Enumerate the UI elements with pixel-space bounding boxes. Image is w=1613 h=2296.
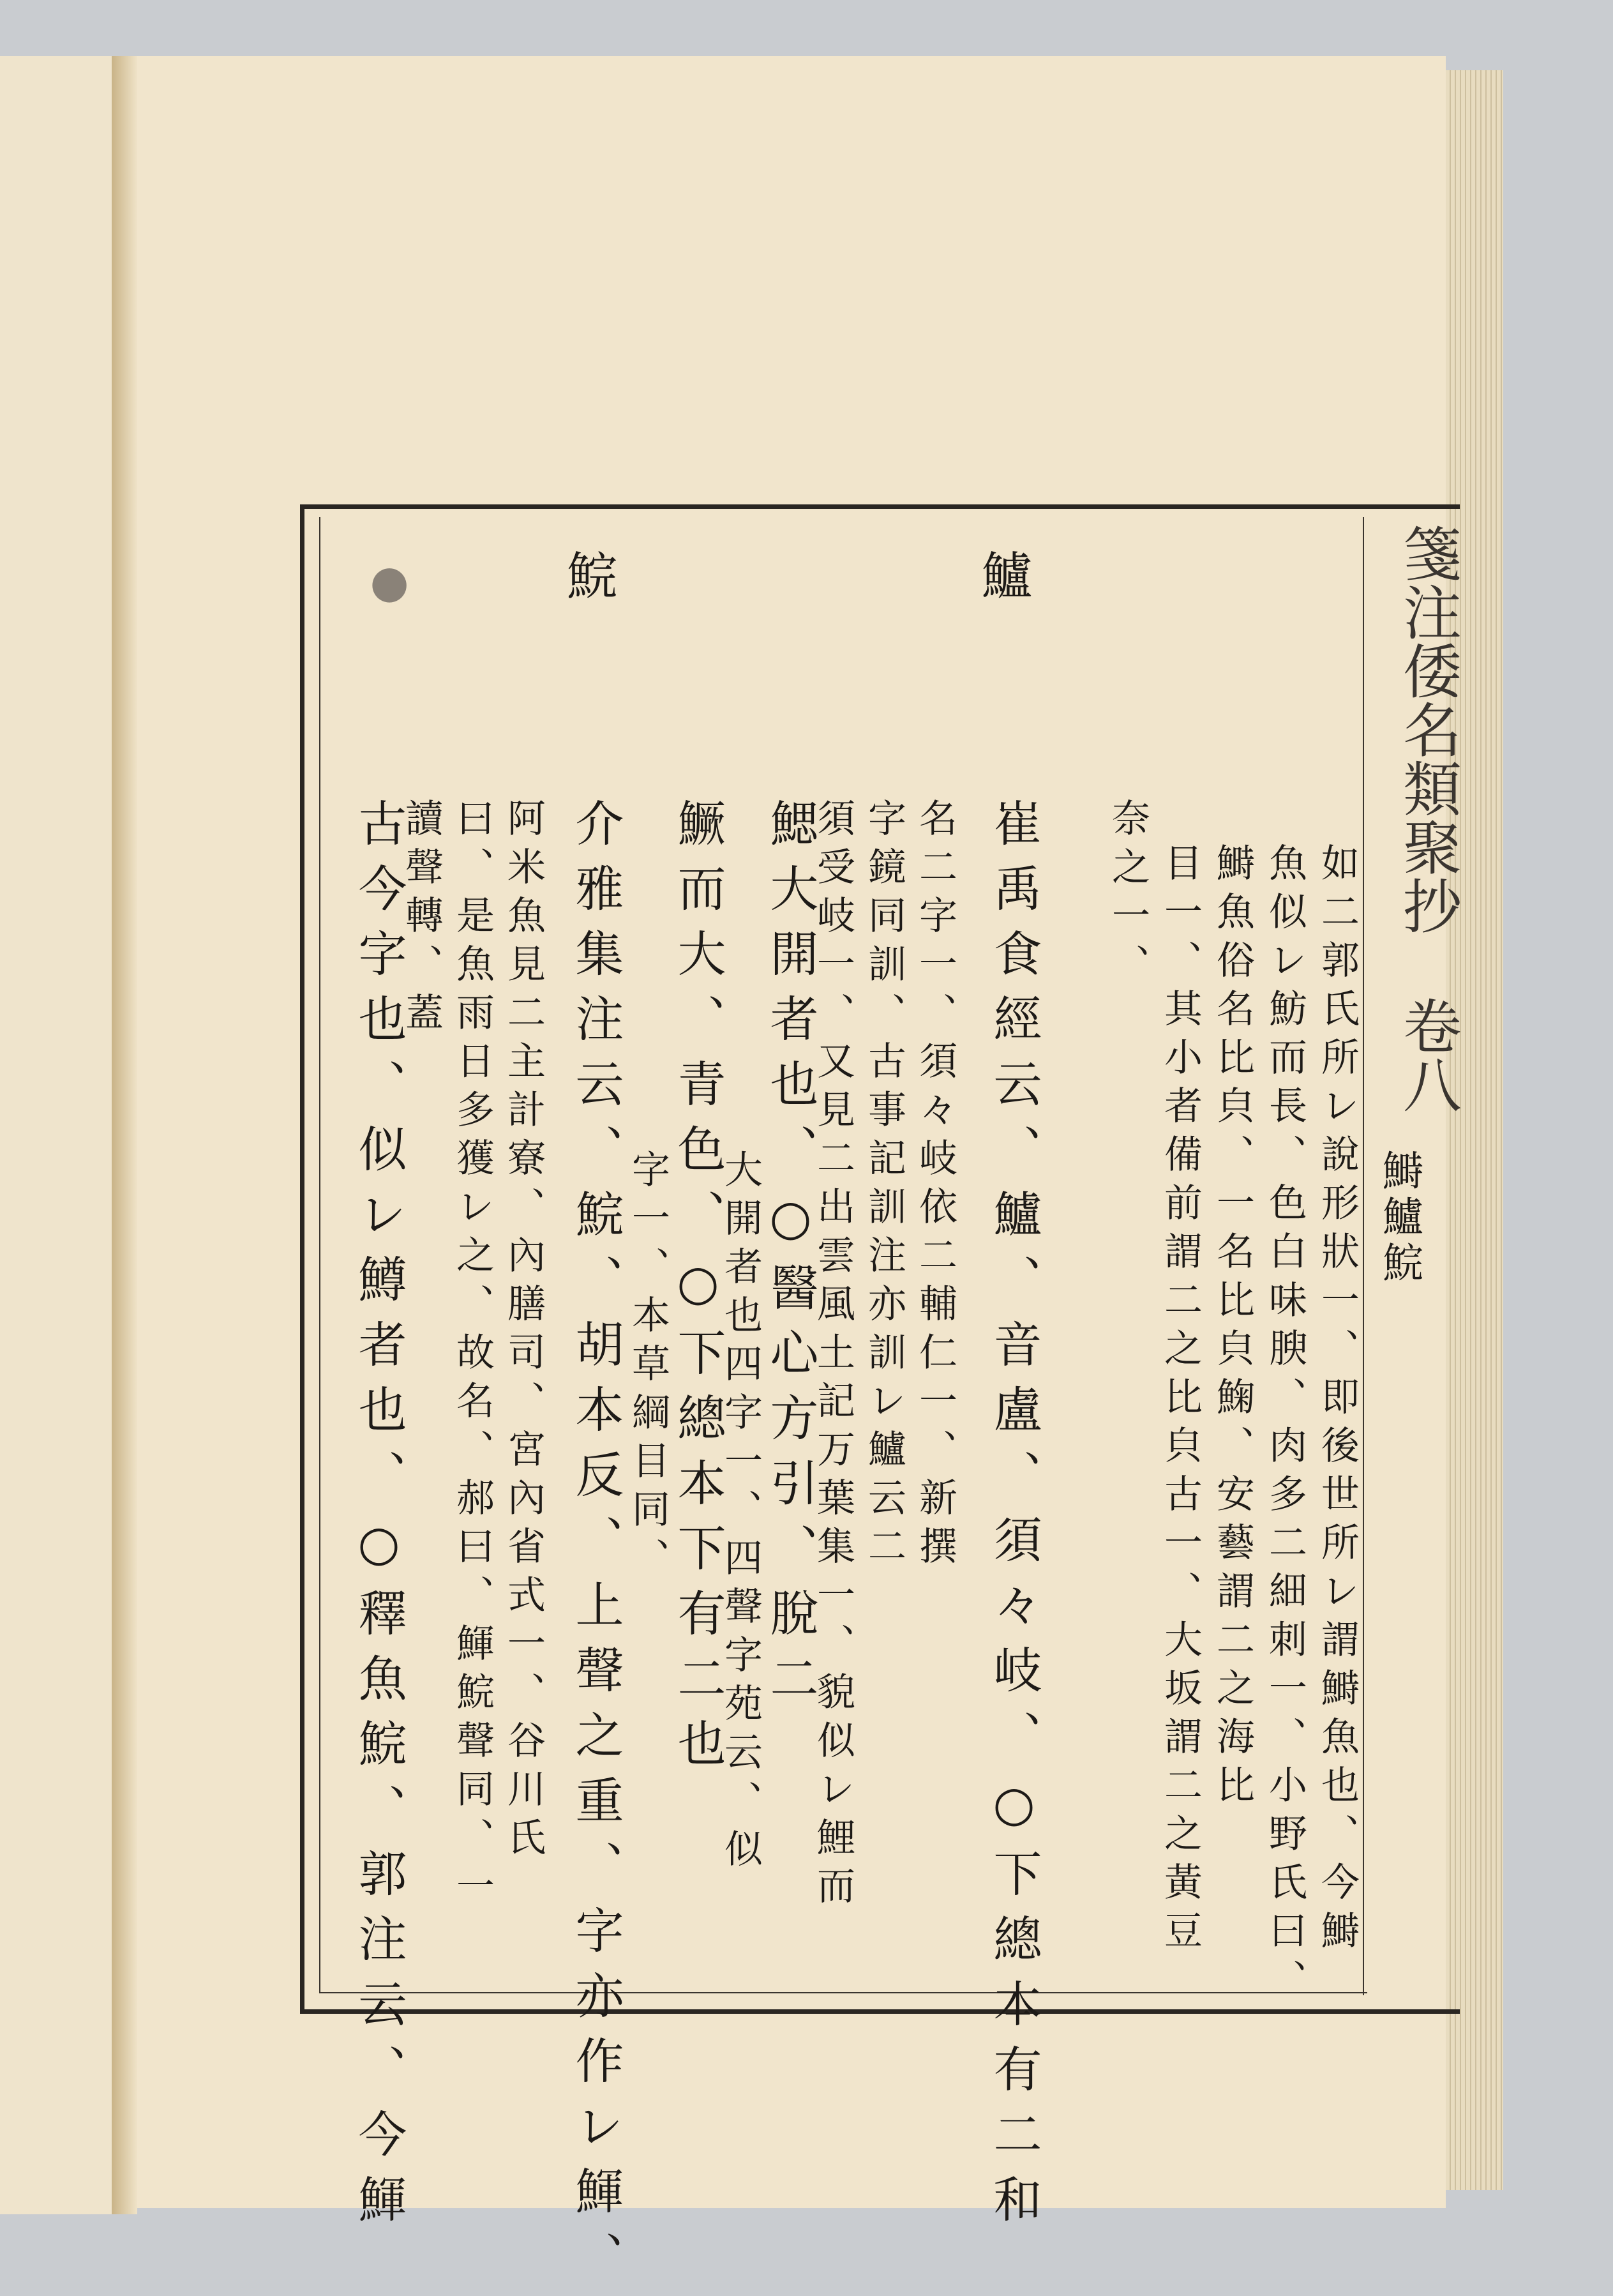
heading-huan: 鯇 [558,549,617,600]
text-column: 字一、本草綱目同、 [626,1149,670,1586]
entry-words: 鰣鱸鯇 [1376,1149,1423,1287]
text-column: 魚似レ魴而長、色白味腴、肉多二細刺一、小野氏曰、 [1263,843,1307,2007]
frame-right-rule [1363,517,1364,1995]
text-column: 大開者也四字一、四聲字苑云、似 [718,1149,763,1877]
text-column: 字鏡同訓、古事記訓注亦訓レ鱸云二 [862,798,906,1575]
text-column: 曰、是魚雨日多獲レ之、故名、郝曰、鯶鯇聲同、一 [450,798,495,1914]
book-title: 箋注倭名類聚抄 [1393,524,1462,935]
heading-lu: 鱸 [973,549,1032,600]
text-column: 讀聲轉、蓋 [399,798,444,1041]
text-column: 目一、其小者備前謂二之比㒵古一、大坂謂二之黃豆 [1158,843,1203,1959]
text-column: 奈之一、 [1106,798,1150,992]
text-column: 名二字一、須々岐依二輔仁一、新撰 [913,798,957,1575]
bleed-through-mark: ● [363,555,416,618]
text-column: 鰓大開者也、○醫心方引、脫二 [762,798,819,1718]
text-column: 鱖而大、青色、○下總本下有二也 [670,798,726,1783]
text-column: 如二郭氏所レ說形狀一、即後世所レ謂鰣魚也、今鰣 [1315,843,1360,1959]
book-gutter [112,56,137,2214]
text-column: 阿米魚見二主計寮、內膳司、宮內省式一、谷川氏 [501,798,546,1866]
volume-label: 卷八 [1393,996,1462,1114]
text-column: 鰣魚俗名比㒵、一名比㒵䱡、安藝謂二之海比 [1210,843,1255,1813]
text-column: 介雅集注云、鯇、胡本反、上聲之重、字亦作レ鯶、 [567,798,624,2296]
text-column: 古今字也、似レ鱒者也、○釋魚鯇、郭注云、今鯶 [350,798,407,2239]
text-column: 崔禹食經云、鱸、音盧、須々岐、○下總本有二和 [986,798,1042,2239]
left-page [0,56,116,2214]
text-column: 須受岐一、又見二出雲風土記万葉集一、貌似レ鯉而 [811,798,855,1914]
